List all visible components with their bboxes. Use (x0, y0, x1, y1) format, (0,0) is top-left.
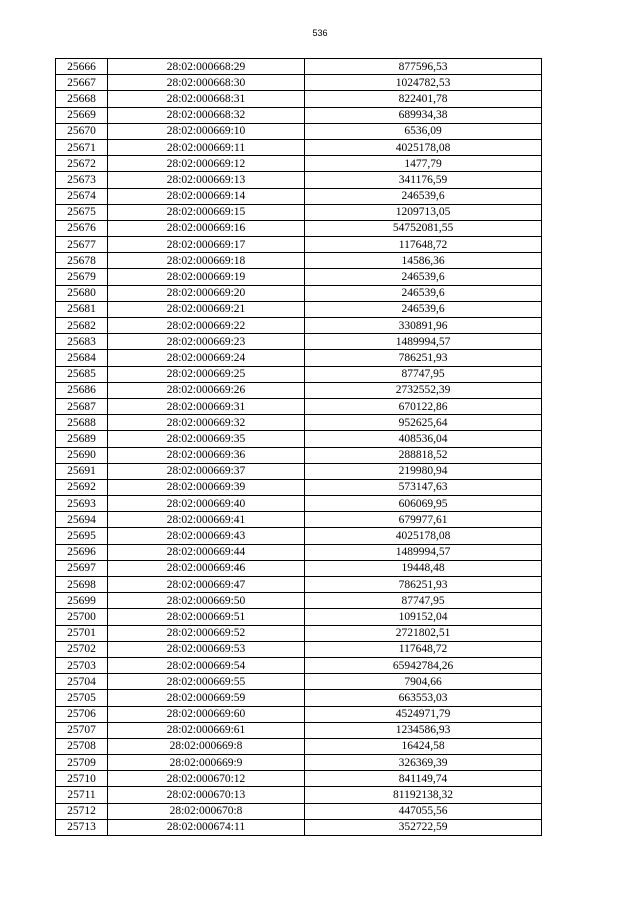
cadastral-number-cell: 28:02:000669:41 (108, 512, 305, 528)
cadastral-number-cell: 28:02:000669:43 (108, 528, 305, 544)
row-number-cell: 25704 (56, 674, 108, 690)
value-cell: 19448,48 (305, 560, 542, 576)
registry-table-body (56, 59, 542, 836)
cadastral-number-cell: 28:02:000669:53 (108, 641, 305, 657)
value-cell: 408536,04 (305, 431, 542, 447)
table-row (56, 447, 542, 463)
table-row (56, 787, 542, 803)
row-number-cell: 25686 (56, 382, 108, 398)
table-row (56, 172, 542, 188)
cadastral-number-cell: 28:02:000669:35 (108, 431, 305, 447)
value-cell: 4025178,08 (305, 528, 542, 544)
value-cell: 1477,79 (305, 156, 542, 172)
cadastral-number-cell: 28:02:000669:46 (108, 560, 305, 576)
value-cell: 1234586,93 (305, 722, 542, 738)
table-row (56, 706, 542, 722)
cadastral-number-cell: 28:02:000669:44 (108, 544, 305, 560)
row-number-cell: 25680 (56, 285, 108, 301)
value-cell: 6536,09 (305, 123, 542, 139)
value-cell: 1024782,53 (305, 75, 542, 91)
value-cell: 1209713,05 (305, 204, 542, 220)
cadastral-number-cell: 28:02:000669:31 (108, 398, 305, 414)
table-row (56, 301, 542, 317)
row-number-cell: 25676 (56, 220, 108, 236)
page-number: 536 (312, 28, 328, 38)
cadastral-number-cell: 28:02:000669:52 (108, 625, 305, 641)
table-row (56, 609, 542, 625)
value-cell: 246539,6 (305, 269, 542, 285)
value-cell: 2721802,51 (305, 625, 542, 641)
cadastral-number-cell: 28:02:000669:10 (108, 123, 305, 139)
table-row (56, 415, 542, 431)
row-number-cell: 25709 (56, 755, 108, 771)
row-number-cell: 25691 (56, 463, 108, 479)
value-cell: 606069,95 (305, 496, 542, 512)
table-row (56, 220, 542, 236)
cadastral-number-cell: 28:02:000669:61 (108, 722, 305, 738)
table-row (56, 803, 542, 819)
table-row (56, 771, 542, 787)
row-number-cell: 25684 (56, 350, 108, 366)
cadastral-number-cell: 28:02:000669:32 (108, 415, 305, 431)
cadastral-number-cell: 28:02:000669:51 (108, 609, 305, 625)
cadastral-number-cell: 28:02:000670:8 (108, 803, 305, 819)
row-number-cell: 25683 (56, 334, 108, 350)
row-number-cell: 25697 (56, 560, 108, 576)
row-number-cell: 25706 (56, 706, 108, 722)
row-number-cell: 25703 (56, 657, 108, 673)
table-row (56, 75, 542, 91)
value-cell: 822401,78 (305, 91, 542, 107)
value-cell: 1489994,57 (305, 544, 542, 560)
cadastral-number-cell: 28:02:000669:20 (108, 285, 305, 301)
table-row (56, 382, 542, 398)
table-row (56, 107, 542, 123)
row-number-cell: 25694 (56, 512, 108, 528)
value-cell: 219980,94 (305, 463, 542, 479)
row-number-cell: 25707 (56, 722, 108, 738)
table-row (56, 334, 542, 350)
table-row (56, 819, 542, 835)
row-number-cell: 25713 (56, 819, 108, 835)
row-number-cell: 25675 (56, 204, 108, 220)
value-cell: 877596,53 (305, 59, 542, 75)
value-cell: 288818,52 (305, 447, 542, 463)
row-number-cell: 25700 (56, 609, 108, 625)
row-number-cell: 25672 (56, 156, 108, 172)
table-row (56, 463, 542, 479)
value-cell: 326369,39 (305, 755, 542, 771)
table-row (56, 657, 542, 673)
cadastral-number-cell: 28:02:000669:22 (108, 318, 305, 334)
table-row (56, 156, 542, 172)
cadastral-number-cell: 28:02:000668:32 (108, 107, 305, 123)
table-row (56, 755, 542, 771)
cadastral-number-cell: 28:02:000669:9 (108, 755, 305, 771)
value-cell: 117648,72 (305, 237, 542, 253)
cadastral-number-cell: 28:02:000669:25 (108, 366, 305, 382)
cadastral-number-cell: 28:02:000669:37 (108, 463, 305, 479)
row-number-cell: 25701 (56, 625, 108, 641)
row-number-cell: 25687 (56, 398, 108, 414)
cadastral-number-cell: 28:02:000669:16 (108, 220, 305, 236)
row-number-cell: 25668 (56, 91, 108, 107)
row-number-cell: 25670 (56, 123, 108, 139)
registry-table (55, 58, 542, 836)
cadastral-number-cell: 28:02:000669:54 (108, 657, 305, 673)
cadastral-number-cell: 28:02:000668:31 (108, 91, 305, 107)
value-cell: 670122,86 (305, 398, 542, 414)
cadastral-number-cell: 28:02:000669:39 (108, 479, 305, 495)
cadastral-number-cell: 28:02:000669:12 (108, 156, 305, 172)
value-cell: 2732552,39 (305, 382, 542, 398)
table-row (56, 431, 542, 447)
table-row (56, 674, 542, 690)
table-row (56, 398, 542, 414)
row-number-cell: 25693 (56, 496, 108, 512)
row-number-cell: 25681 (56, 301, 108, 317)
value-cell: 246539,6 (305, 301, 542, 317)
value-cell: 786251,93 (305, 577, 542, 593)
row-number-cell: 25678 (56, 253, 108, 269)
table-row (56, 59, 542, 75)
cadastral-number-cell: 28:02:000669:18 (108, 253, 305, 269)
cadastral-number-cell: 28:02:000669:19 (108, 269, 305, 285)
table-row (56, 253, 542, 269)
value-cell: 7904,66 (305, 674, 542, 690)
value-cell: 117648,72 (305, 641, 542, 657)
cadastral-number-cell: 28:02:000669:26 (108, 382, 305, 398)
cadastral-number-cell: 28:02:000674:11 (108, 819, 305, 835)
row-number-cell: 25667 (56, 75, 108, 91)
value-cell: 786251,93 (305, 350, 542, 366)
table-row (56, 544, 542, 560)
row-number-cell: 25695 (56, 528, 108, 544)
row-number-cell: 25692 (56, 479, 108, 495)
cadastral-number-cell: 28:02:000669:21 (108, 301, 305, 317)
cadastral-number-cell: 28:02:000669:14 (108, 188, 305, 204)
row-number-cell: 25689 (56, 431, 108, 447)
cadastral-number-cell: 28:02:000669:60 (108, 706, 305, 722)
table-row (56, 91, 542, 107)
table-row (56, 479, 542, 495)
cadastral-number-cell: 28:02:000669:59 (108, 690, 305, 706)
table-row (56, 496, 542, 512)
table-row (56, 318, 542, 334)
value-cell: 341176,59 (305, 172, 542, 188)
table-row (56, 577, 542, 593)
cadastral-number-cell: 28:02:000669:50 (108, 593, 305, 609)
value-cell: 352722,59 (305, 819, 542, 835)
cadastral-number-cell: 28:02:000669:47 (108, 577, 305, 593)
value-cell: 4524971,79 (305, 706, 542, 722)
row-number-cell: 25712 (56, 803, 108, 819)
cadastral-number-cell: 28:02:000669:23 (108, 334, 305, 350)
value-cell: 841149,74 (305, 771, 542, 787)
table-row (56, 285, 542, 301)
value-cell: 689934,38 (305, 107, 542, 123)
value-cell: 16424,58 (305, 738, 542, 754)
cadastral-number-cell: 28:02:000669:8 (108, 738, 305, 754)
table-row (56, 690, 542, 706)
cadastral-number-cell: 28:02:000670:13 (108, 787, 305, 803)
value-cell: 14586,36 (305, 253, 542, 269)
table-row (56, 366, 542, 382)
cadastral-number-cell: 28:02:000668:29 (108, 59, 305, 75)
value-cell: 87747,95 (305, 366, 542, 382)
table-row (56, 237, 542, 253)
cadastral-number-cell: 28:02:000669:36 (108, 447, 305, 463)
cadastral-number-cell: 28:02:000669:55 (108, 674, 305, 690)
cadastral-number-cell: 28:02:000669:13 (108, 172, 305, 188)
row-number-cell: 25682 (56, 318, 108, 334)
row-number-cell: 25702 (56, 641, 108, 657)
row-number-cell: 25671 (56, 139, 108, 155)
cadastral-number-cell: 28:02:000669:15 (108, 204, 305, 220)
row-number-cell: 25666 (56, 59, 108, 75)
value-cell: 65942784,26 (305, 657, 542, 673)
cadastral-number-cell: 28:02:000669:40 (108, 496, 305, 512)
row-number-cell: 25699 (56, 593, 108, 609)
table-row (56, 204, 542, 220)
row-number-cell: 25710 (56, 771, 108, 787)
row-number-cell: 25698 (56, 577, 108, 593)
value-cell: 87747,95 (305, 593, 542, 609)
table-row (56, 188, 542, 204)
cadastral-number-cell: 28:02:000669:17 (108, 237, 305, 253)
value-cell: 447055,56 (305, 803, 542, 819)
table-row (56, 738, 542, 754)
value-cell: 1489994,57 (305, 334, 542, 350)
table-row (56, 139, 542, 155)
row-number-cell: 25708 (56, 738, 108, 754)
value-cell: 109152,04 (305, 609, 542, 625)
row-number-cell: 25696 (56, 544, 108, 560)
cadastral-number-cell: 28:02:000668:30 (108, 75, 305, 91)
table-row (56, 641, 542, 657)
value-cell: 246539,6 (305, 285, 542, 301)
value-cell: 54752081,55 (305, 220, 542, 236)
cadastral-number-cell: 28:02:000669:24 (108, 350, 305, 366)
cadastral-number-cell: 28:02:000670:12 (108, 771, 305, 787)
value-cell: 573147,63 (305, 479, 542, 495)
row-number-cell: 25688 (56, 415, 108, 431)
value-cell: 679977,61 (305, 512, 542, 528)
value-cell: 663553,03 (305, 690, 542, 706)
table-row (56, 528, 542, 544)
cadastral-number-cell: 28:02:000669:11 (108, 139, 305, 155)
table-row (56, 350, 542, 366)
row-number-cell: 25705 (56, 690, 108, 706)
table-row (56, 560, 542, 576)
value-cell: 246539,6 (305, 188, 542, 204)
value-cell: 81192138,32 (305, 787, 542, 803)
value-cell: 4025178,08 (305, 139, 542, 155)
table-row (56, 625, 542, 641)
table-row (56, 593, 542, 609)
value-cell: 952625,64 (305, 415, 542, 431)
row-number-cell: 25685 (56, 366, 108, 382)
row-number-cell: 25690 (56, 447, 108, 463)
row-number-cell: 25711 (56, 787, 108, 803)
row-number-cell: 25677 (56, 237, 108, 253)
table-row (56, 512, 542, 528)
row-number-cell: 25669 (56, 107, 108, 123)
row-number-cell: 25673 (56, 172, 108, 188)
row-number-cell: 25679 (56, 269, 108, 285)
table-row (56, 722, 542, 738)
row-number-cell: 25674 (56, 188, 108, 204)
table-row (56, 269, 542, 285)
table-row (56, 123, 542, 139)
value-cell: 330891,96 (305, 318, 542, 334)
